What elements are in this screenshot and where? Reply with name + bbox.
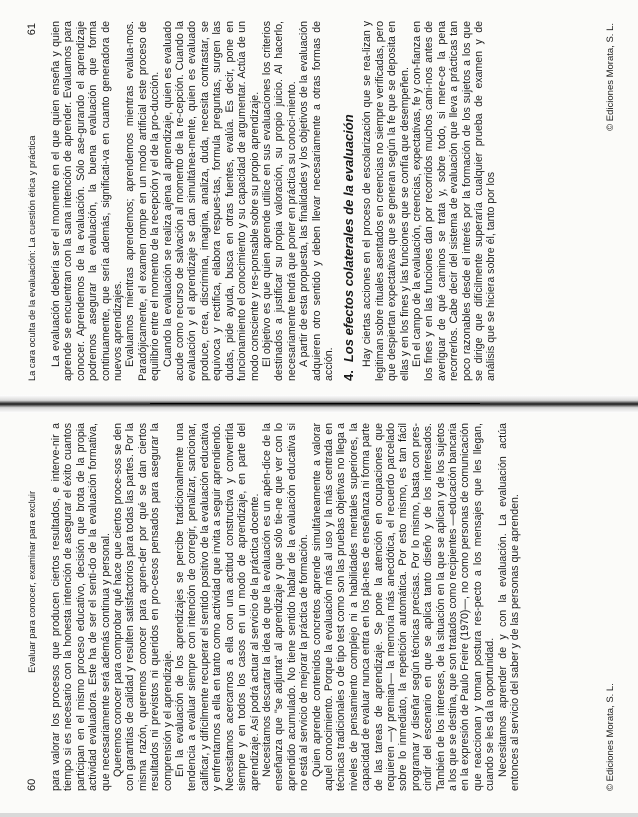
left-footer: © Ediciones Morata, S. L. (605, 683, 616, 791)
spine-line (150, 403, 480, 404)
right-paragraph: A partir de esta propuesta, las finalidades y los objetivos de la evaluación adquieren otro sentido y deben llevar necesariamente a otras formas de acción. (298, 21, 335, 381)
left-paragraph: Necesitamos aprender de y con la evaluación. La evaluación actúa entonces al servicio del saber y de las personas que aprenden. (496, 423, 522, 791)
left-page (0, 409, 638, 809)
right-paragraph: Evaluamos mientras aprendemos; aprendemos mientras evalua-mos. Paradójicamente, el examen rompe en un modo artificial este proceso de equilibrio entre el momento de la recepción y el de la pro-ducción. (124, 21, 162, 381)
left-header (24, 425, 40, 791)
left-page-number: 60 (26, 778, 38, 791)
right-running-head: La cara oculta de la evaluación: La cuestión ética y práctica (27, 135, 37, 381)
right-text-column (50, 21, 590, 381)
left-paragraph: Necesitamos descartar la idea de que la evaluación es un apén-dice de la enseñanza que "se adjunta" al aprendizaje y que sólo tie-ne que ver con lo aprendido acumulado. No tiene sentido hablar de la evaluación educativa si no está al servicio de mejorar la práctica de formación. (260, 423, 311, 791)
right-header (24, 23, 40, 381)
right-page (0, 7, 638, 399)
right-page-number: 61 (26, 23, 38, 36)
left-running-head: Evaluar para conocer, examinar para excluir (27, 490, 37, 673)
right-paragraph: Hay ciertas acciones en el proceso de escolarización que se rea-lizan y legitiman sobre rituales asentados en creencias no siempre verificadas, pero que despiertan expectativas que se generan según la fe que se deposita en ellas y en los fines y las funciones que se confía que desempeñen. (361, 21, 411, 381)
right-paragraph: En el campo de la evaluación, creencias, expectativas, fe y con-fianza en los fines y en las funciones dan por recorridos muchos cami-nos antes de averiguar de qué caminos se trata y, sobre todo, si mere-ce la pena recorrerlos. Cabe decir del sistema de evaluación que lleva a prácticas tan poco razonables desde el interés por la formación de los sujetos a los que se dirige que difícilmente superaría cualquier prueba de examen y de análisis que se hiciera sobre él, tanto por los (410, 21, 498, 381)
right-footer: © Ediciones Morata, S. L. (605, 23, 616, 131)
section-number: 4. (341, 370, 357, 381)
left-paragraph: para valorar los procesos que producen ciertos resultados, e interve-nir a tiempo si es necesario con la honesta intención de asegurar el éxito cuantos participan en el mismo proceso educativo, decisión que brota de la propia actividad evaluadora. Este ha de ser el senti-do de la evaluación formativa, que necesariamente será además continua y personal. (50, 423, 112, 791)
page-edge (0, 813, 638, 817)
left-paragraph: En la evaluación de los aprendizajes se percibe tradicionalmente una tendencia a evaluar siempre con intención de corregir, penalizar, sancionar, calificar, y difícilmente recuperar el sentido positivo de la evaluación educativa y enfrentarnos a ella en tanto como actividad que invita a seguir aprendiendo. Necesitamos acercarnos a ella con una actitud constructiva y convertirla siempre y en todos los casos en un modo de aprendizaje, en parte del aprendizaje. Así podrá actuar al servicio de la práctica docente. (174, 423, 261, 791)
section-heading (341, 21, 356, 381)
right-paragraph: El objetivo es que quien aprende utilice en sus evaluaciones los criterios destinados a justificar su propia valoración, su propio juicio. Al hacerlo, necesariamente tendrá que poner en práctica su conoci-miento. (260, 21, 298, 381)
right-paragraph: La evaluación debería ser el momento en el que quien enseña y quien aprende se encuentran con la sana intención de aprender. Evaluamos para conocer. Aprendemos de la evaluación. Sólo ase-gurando el aprendizaje podremos asegurar la evaluación, la buena evaluación que forma continuamente, que sería además, significati-va en cuanto generadora de nuevos aprendizajes. (50, 21, 125, 381)
left-paragraph: Queremos conocer para comprobar qué hace que ciertos proce-sos se den con garantías de calidad y resulten satisfactorios para todas las partes. Por la misma razón, queremos conocer para apren-der por qué se dan ciertos resultados ni previstos ni queridos en pro-cesos pensados para asegurar la comprensión y el aprendizaje. (112, 423, 174, 791)
left-paragraph: Quien aprende contenidos concretos aprende simultáneamente a valorar aquel conocimiento. Porque la evaluación más al uso y la más centrada en técnicas tradicionales o de tipo test como son las pruebas objetivas no llega a niveles de pensamiento complejo ni a habilidades mentales superiores, la capacidad de evaluar nunca entra en los pla-nes de enseñanza ni forma parte de las tareas de aprendizaje. Se pone la atención en ocupaciones que requieren —y premian— la memoria más anecdótica, el recuerdo parcelado sobre lo inmediato, la repetición automática. Por esto mismo, es tan fácil programar y diseñar según técnicas precisas. Por lo mismo, basta con pres-cindir del escenario en que se aplica tanto diseño y de los interesados. También de los intereses, de la situación en la que se aplican y de los sujetos a los que se destina, que son tratados como recipientes —educación bancaria en la expresión de Paulo Freire (1970)—, no como personas de comunicación que reaccionan y toman postura res-pecto a los mensajes que les llegan, cuando se les da la oportunidad. (310, 423, 497, 791)
section-title: Los efectos colaterales de la evaluación (341, 114, 357, 363)
right-paragraph: Cuando la evaluación se realiza ajena al aprendizaje, quien es evaluado acude como recurso de salvación al momento de la re-cepción. Cuando la evaluación y el aprendizaje se dan simultánea-mente, quien es evaluado produce, crea, discrimina, imagina, analiza, duda, necesita contrastar, se equivoca y rectifica, elabora respues-tas, formula preguntas, surgen las dudas, pide ayuda, busca en otras fuentes, evalúa. Es decir, pone en funcionamiento el conocimiento y su capacidad de argumentar. Actúa de un modo consciente y res-ponsable sobre su propio aprendizaje. (161, 21, 261, 381)
left-text-column (50, 423, 590, 791)
